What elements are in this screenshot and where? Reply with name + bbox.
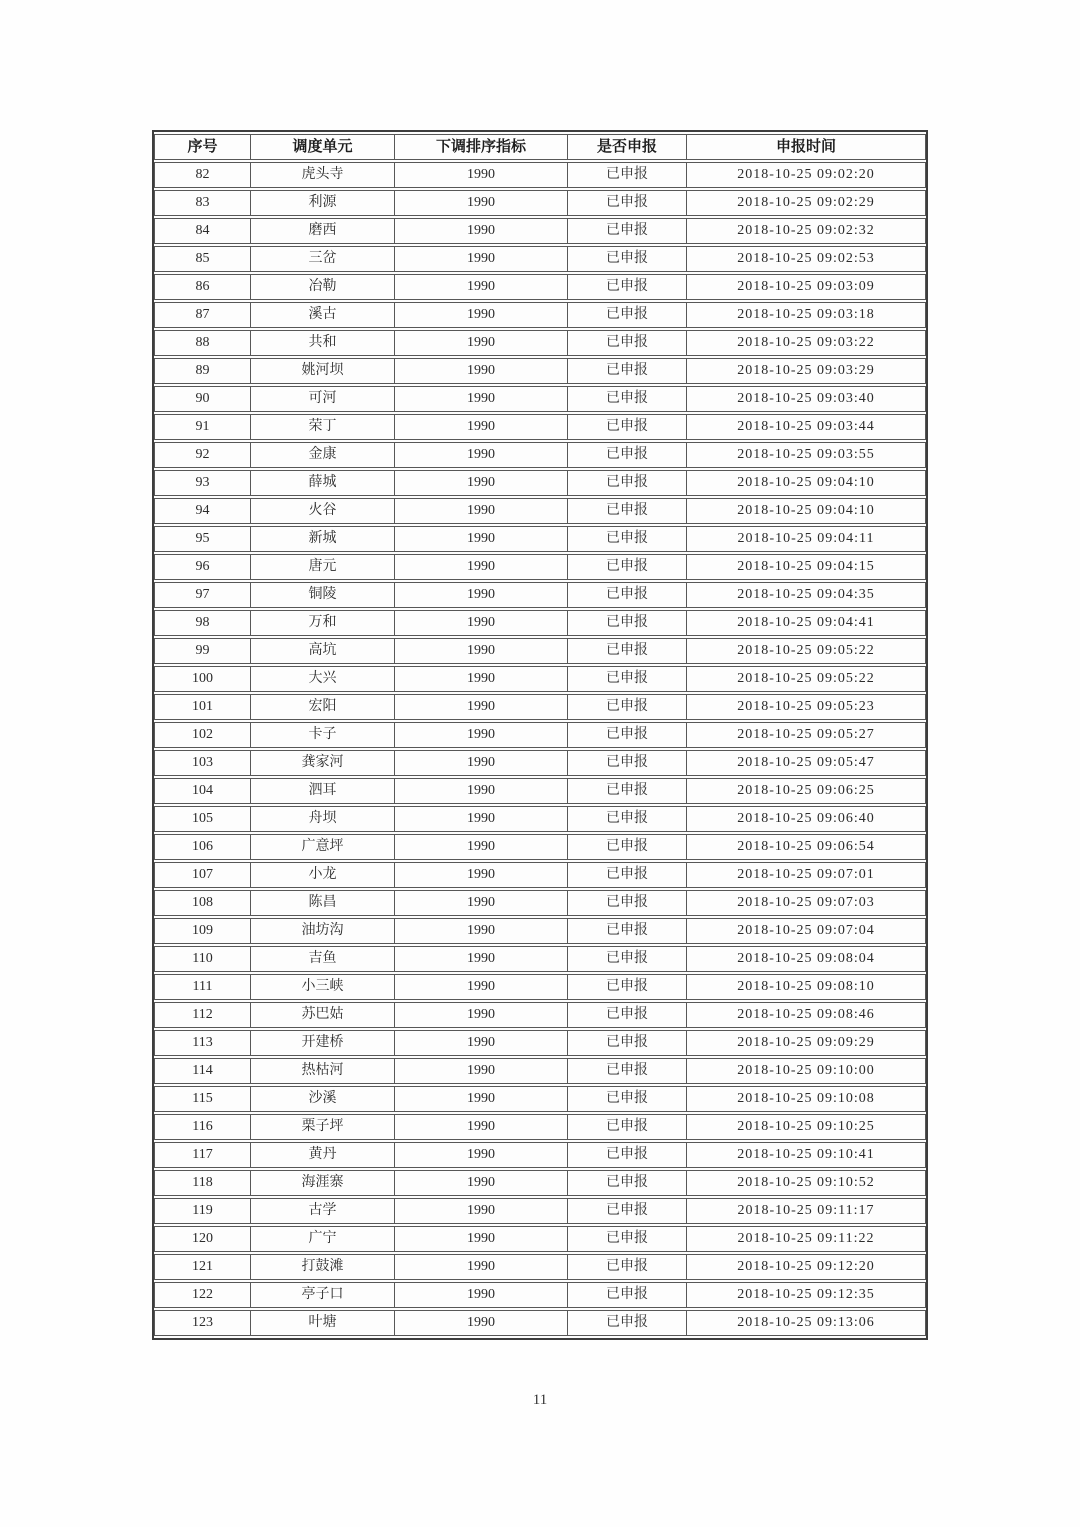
table-cell: 已申报 — [568, 386, 687, 412]
column-header-dispatch-unit: 调度单元 — [251, 134, 395, 160]
table-cell: 2018-10-25 09:03:40 — [687, 386, 926, 412]
table-cell: 新城 — [251, 526, 395, 552]
table-cell: 荣丁 — [251, 414, 395, 440]
table-cell: 92 — [154, 442, 251, 468]
table-cell: 101 — [154, 694, 251, 720]
table-cell: 已申报 — [568, 694, 687, 720]
table-row — [154, 414, 926, 440]
table-cell: 88 — [154, 330, 251, 356]
table-row — [154, 246, 926, 272]
table-cell: 已申报 — [568, 162, 687, 188]
table-cell: 已申报 — [568, 470, 687, 496]
table-row — [154, 162, 926, 188]
table-cell: 1990 — [395, 834, 568, 860]
table-row — [154, 1114, 926, 1140]
table-cell: 已申报 — [568, 1198, 687, 1224]
table-cell: 2018-10-25 09:08:04 — [687, 946, 926, 972]
table-cell: 已申报 — [568, 330, 687, 356]
table-cell: 2018-10-25 09:05:22 — [687, 638, 926, 664]
table-cell: 1990 — [395, 1030, 568, 1056]
table-cell: 2018-10-25 09:03:55 — [687, 442, 926, 468]
table-row — [154, 666, 926, 692]
table-row — [154, 302, 926, 328]
table-cell: 2018-10-25 09:05:23 — [687, 694, 926, 720]
table-row — [154, 498, 926, 524]
table-cell: 1990 — [395, 498, 568, 524]
table-cell: 2018-10-25 09:05:27 — [687, 722, 926, 748]
table-cell: 1990 — [395, 862, 568, 888]
table-cell: 113 — [154, 1030, 251, 1056]
table-cell: 已申报 — [568, 1030, 687, 1056]
table-cell: 1990 — [395, 1170, 568, 1196]
table-cell: 90 — [154, 386, 251, 412]
table-row — [154, 1310, 926, 1336]
table-row — [154, 218, 926, 244]
table-cell: 万和 — [251, 610, 395, 636]
table-cell: 已申报 — [568, 1002, 687, 1028]
table-cell: 1990 — [395, 610, 568, 636]
table-cell: 1990 — [395, 246, 568, 272]
table-cell: 火谷 — [251, 498, 395, 524]
table-cell: 2018-10-25 09:03:44 — [687, 414, 926, 440]
table-cell: 已申报 — [568, 638, 687, 664]
table-cell: 2018-10-25 09:02:20 — [687, 162, 926, 188]
table-cell: 可河 — [251, 386, 395, 412]
table-cell: 2018-10-25 09:11:17 — [687, 1198, 926, 1224]
table-row — [154, 918, 926, 944]
table-cell: 2018-10-25 09:07:01 — [687, 862, 926, 888]
table-cell: 1990 — [395, 806, 568, 832]
table-row — [154, 274, 926, 300]
table-row — [154, 1170, 926, 1196]
table-cell: 2018-10-25 09:03:18 — [687, 302, 926, 328]
table-cell: 2018-10-25 09:10:00 — [687, 1058, 926, 1084]
column-header-down-sort-index: 下调排序指标 — [395, 134, 568, 160]
table-cell: 唐元 — [251, 554, 395, 580]
table-cell: 1990 — [395, 1142, 568, 1168]
table-cell: 2018-10-25 09:11:22 — [687, 1226, 926, 1252]
table-cell: 1990 — [395, 918, 568, 944]
table-cell: 已申报 — [568, 918, 687, 944]
table-cell: 2018-10-25 09:02:32 — [687, 218, 926, 244]
table-cell: 2018-10-25 09:05:47 — [687, 750, 926, 776]
table-cell: 105 — [154, 806, 251, 832]
table-row — [154, 778, 926, 804]
table-cell: 106 — [154, 834, 251, 860]
table-cell: 2018-10-25 09:09:29 — [687, 1030, 926, 1056]
table-cell: 卡子 — [251, 722, 395, 748]
table-cell: 1990 — [395, 1254, 568, 1280]
table-row — [154, 862, 926, 888]
table-cell: 已申报 — [568, 1254, 687, 1280]
table-cell: 120 — [154, 1226, 251, 1252]
table-cell: 1990 — [395, 750, 568, 776]
table-cell: 111 — [154, 974, 251, 1000]
table-cell: 已申报 — [568, 1086, 687, 1112]
table-cell: 金康 — [251, 442, 395, 468]
table-row — [154, 1198, 926, 1224]
table-cell: 1990 — [395, 778, 568, 804]
table-cell: 已申报 — [568, 666, 687, 692]
table-cell: 102 — [154, 722, 251, 748]
table-cell: 苏巴姑 — [251, 1002, 395, 1028]
table-cell: 85 — [154, 246, 251, 272]
table-cell: 1990 — [395, 218, 568, 244]
table-cell: 已申报 — [568, 890, 687, 916]
table-cell: 1990 — [395, 582, 568, 608]
table-row — [154, 974, 926, 1000]
table-row — [154, 890, 926, 916]
table-cell: 已申报 — [568, 190, 687, 216]
table-row — [154, 834, 926, 860]
table-cell: 姚河坝 — [251, 358, 395, 384]
table-cell: 小龙 — [251, 862, 395, 888]
table-row — [154, 1142, 926, 1168]
table-cell: 1990 — [395, 694, 568, 720]
table-cell: 1990 — [395, 974, 568, 1000]
table-cell: 2018-10-25 09:02:29 — [687, 190, 926, 216]
table-cell: 2018-10-25 09:06:25 — [687, 778, 926, 804]
table-cell: 泗耳 — [251, 778, 395, 804]
table-row — [154, 554, 926, 580]
table-cell: 陈昌 — [251, 890, 395, 916]
table-cell: 2018-10-25 09:07:04 — [687, 918, 926, 944]
table-row — [154, 470, 926, 496]
table-row — [154, 442, 926, 468]
table-cell: 86 — [154, 274, 251, 300]
table-cell: 103 — [154, 750, 251, 776]
table-cell: 虎头寺 — [251, 162, 395, 188]
table-cell: 1990 — [395, 330, 568, 356]
column-header-declare-time: 申报时间 — [687, 134, 926, 160]
table-cell: 2018-10-25 09:04:11 — [687, 526, 926, 552]
table-row — [154, 946, 926, 972]
table-cell: 1990 — [395, 358, 568, 384]
table-cell: 2018-10-25 09:03:22 — [687, 330, 926, 356]
table-row — [154, 750, 926, 776]
dispatch-units-table — [152, 130, 928, 1340]
table-cell: 91 — [154, 414, 251, 440]
table-cell: 油坊沟 — [251, 918, 395, 944]
table-cell: 已申报 — [568, 1142, 687, 1168]
table-cell: 铜陵 — [251, 582, 395, 608]
table-cell: 1990 — [395, 386, 568, 412]
table-cell: 1990 — [395, 1198, 568, 1224]
table-cell: 2018-10-25 09:07:03 — [687, 890, 926, 916]
table-cell: 1990 — [395, 722, 568, 748]
table-cell: 2018-10-25 09:08:46 — [687, 1002, 926, 1028]
table-cell: 2018-10-25 09:12:35 — [687, 1282, 926, 1308]
table-row — [154, 358, 926, 384]
table-cell: 已申报 — [568, 582, 687, 608]
table-cell: 高坑 — [251, 638, 395, 664]
table-row — [154, 1002, 926, 1028]
table-cell: 已申报 — [568, 834, 687, 860]
table-cell: 1990 — [395, 274, 568, 300]
table-cell: 已申报 — [568, 1310, 687, 1336]
table-cell: 2018-10-25 09:13:06 — [687, 1310, 926, 1336]
table-row — [154, 1058, 926, 1084]
table-cell: 1990 — [395, 1282, 568, 1308]
table-cell: 已申报 — [568, 414, 687, 440]
table-cell: 已申报 — [568, 526, 687, 552]
table-cell: 亭子口 — [251, 1282, 395, 1308]
table-cell: 黄丹 — [251, 1142, 395, 1168]
table-cell: 已申报 — [568, 610, 687, 636]
table-cell: 94 — [154, 498, 251, 524]
table-cell: 96 — [154, 554, 251, 580]
table-cell: 121 — [154, 1254, 251, 1280]
table-cell: 利源 — [251, 190, 395, 216]
table-row — [154, 582, 926, 608]
table-cell: 1990 — [395, 1002, 568, 1028]
table-row — [154, 722, 926, 748]
table-cell: 83 — [154, 190, 251, 216]
table-row — [154, 330, 926, 356]
table-cell: 98 — [154, 610, 251, 636]
table-cell: 龚家河 — [251, 750, 395, 776]
table-cell: 薛城 — [251, 470, 395, 496]
table-cell: 已申报 — [568, 1058, 687, 1084]
table-cell: 89 — [154, 358, 251, 384]
table-cell: 已申报 — [568, 946, 687, 972]
table-cell: 叶塘 — [251, 1310, 395, 1336]
table-cell: 2018-10-25 09:03:09 — [687, 274, 926, 300]
table-cell: 2018-10-25 09:10:08 — [687, 1086, 926, 1112]
table-cell: 2018-10-25 09:04:10 — [687, 470, 926, 496]
table-cell: 宏阳 — [251, 694, 395, 720]
table-cell: 已申报 — [568, 750, 687, 776]
table-cell: 2018-10-25 09:05:22 — [687, 666, 926, 692]
table-cell: 1990 — [395, 442, 568, 468]
table-cell: 大兴 — [251, 666, 395, 692]
table-cell: 已申报 — [568, 862, 687, 888]
table-cell: 栗子坪 — [251, 1114, 395, 1140]
table-cell: 110 — [154, 946, 251, 972]
table-row — [154, 1282, 926, 1308]
column-header-serial-number: 序号 — [154, 134, 251, 160]
table-cell: 119 — [154, 1198, 251, 1224]
table-cell: 2018-10-25 09:10:41 — [687, 1142, 926, 1168]
table-cell: 已申报 — [568, 358, 687, 384]
table-cell: 97 — [154, 582, 251, 608]
table-cell: 三岔 — [251, 246, 395, 272]
table-cell: 1990 — [395, 1310, 568, 1336]
table-cell: 1990 — [395, 414, 568, 440]
table-cell: 2018-10-25 09:12:20 — [687, 1254, 926, 1280]
table-row — [154, 1086, 926, 1112]
table-cell: 1990 — [395, 302, 568, 328]
table-cell: 已申报 — [568, 1114, 687, 1140]
table-cell: 开建桥 — [251, 1030, 395, 1056]
table-cell: 116 — [154, 1114, 251, 1140]
table-cell: 已申报 — [568, 722, 687, 748]
table-cell: 108 — [154, 890, 251, 916]
table-cell: 2018-10-25 09:04:41 — [687, 610, 926, 636]
table-cell: 1990 — [395, 1058, 568, 1084]
table-cell: 已申报 — [568, 218, 687, 244]
column-header-declared: 是否申报 — [568, 134, 687, 160]
table-cell: 100 — [154, 666, 251, 692]
table-cell: 打鼓滩 — [251, 1254, 395, 1280]
table-row — [154, 190, 926, 216]
table-cell: 已申报 — [568, 1226, 687, 1252]
table-cell: 1990 — [395, 190, 568, 216]
table-cell: 吉鱼 — [251, 946, 395, 972]
table-cell: 已申报 — [568, 806, 687, 832]
table-cell: 93 — [154, 470, 251, 496]
table-cell: 99 — [154, 638, 251, 664]
table-cell: 已申报 — [568, 498, 687, 524]
table-cell: 舟坝 — [251, 806, 395, 832]
table-cell: 1990 — [395, 1226, 568, 1252]
table-cell: 已申报 — [568, 554, 687, 580]
table-cell: 2018-10-25 09:03:29 — [687, 358, 926, 384]
table-cell: 已申报 — [568, 1282, 687, 1308]
table-header-row — [154, 134, 926, 160]
table-row — [154, 694, 926, 720]
table-cell: 84 — [154, 218, 251, 244]
table-cell: 已申报 — [568, 778, 687, 804]
table-cell: 1990 — [395, 946, 568, 972]
table-cell: 广意坪 — [251, 834, 395, 860]
table-cell: 104 — [154, 778, 251, 804]
table-cell: 114 — [154, 1058, 251, 1084]
table-cell: 2018-10-25 09:04:35 — [687, 582, 926, 608]
table-cell: 海涯寨 — [251, 1170, 395, 1196]
table-cell: 已申报 — [568, 1170, 687, 1196]
table-row — [154, 610, 926, 636]
table-cell: 118 — [154, 1170, 251, 1196]
table-row — [154, 806, 926, 832]
table-row — [154, 1254, 926, 1280]
table-cell: 冶勒 — [251, 274, 395, 300]
table-cell: 热枯河 — [251, 1058, 395, 1084]
table-cell: 1990 — [395, 1086, 568, 1112]
table-cell: 共和 — [251, 330, 395, 356]
table-cell: 87 — [154, 302, 251, 328]
table-cell: 82 — [154, 162, 251, 188]
table-cell: 已申报 — [568, 274, 687, 300]
table-cell: 112 — [154, 1002, 251, 1028]
table-body — [154, 162, 926, 1336]
table-cell: 已申报 — [568, 246, 687, 272]
table-cell: 1990 — [395, 638, 568, 664]
table-cell: 1990 — [395, 470, 568, 496]
table-row — [154, 386, 926, 412]
table-cell: 1990 — [395, 666, 568, 692]
table-cell: 109 — [154, 918, 251, 944]
table-cell: 2018-10-25 09:10:52 — [687, 1170, 926, 1196]
table-cell: 已申报 — [568, 442, 687, 468]
table-cell: 沙溪 — [251, 1086, 395, 1112]
table-cell: 1990 — [395, 890, 568, 916]
table-cell: 2018-10-25 09:04:10 — [687, 498, 926, 524]
table-cell: 磨西 — [251, 218, 395, 244]
table-cell: 已申报 — [568, 974, 687, 1000]
table-cell: 古学 — [251, 1198, 395, 1224]
table-cell: 2018-10-25 09:02:53 — [687, 246, 926, 272]
table-cell: 小三峡 — [251, 974, 395, 1000]
table-cell: 122 — [154, 1282, 251, 1308]
table-cell: 2018-10-25 09:06:54 — [687, 834, 926, 860]
table-cell: 1990 — [395, 1114, 568, 1140]
table-cell: 2018-10-25 09:04:15 — [687, 554, 926, 580]
table-cell: 溪古 — [251, 302, 395, 328]
table-cell: 广宁 — [251, 1226, 395, 1252]
table-cell: 107 — [154, 862, 251, 888]
table-row — [154, 1030, 926, 1056]
table-row — [154, 638, 926, 664]
table-cell: 117 — [154, 1142, 251, 1168]
table-cell: 2018-10-25 09:06:40 — [687, 806, 926, 832]
table-cell: 2018-10-25 09:08:10 — [687, 974, 926, 1000]
table-cell: 2018-10-25 09:10:25 — [687, 1114, 926, 1140]
table-cell: 95 — [154, 526, 251, 552]
page-number: 11 — [532, 1392, 548, 1408]
table-cell: 1990 — [395, 162, 568, 188]
table-cell: 已申报 — [568, 302, 687, 328]
table-cell: 1990 — [395, 526, 568, 552]
table-cell: 115 — [154, 1086, 251, 1112]
table-cell: 123 — [154, 1310, 251, 1336]
table-row — [154, 526, 926, 552]
table-row — [154, 1226, 926, 1252]
table-cell: 1990 — [395, 554, 568, 580]
